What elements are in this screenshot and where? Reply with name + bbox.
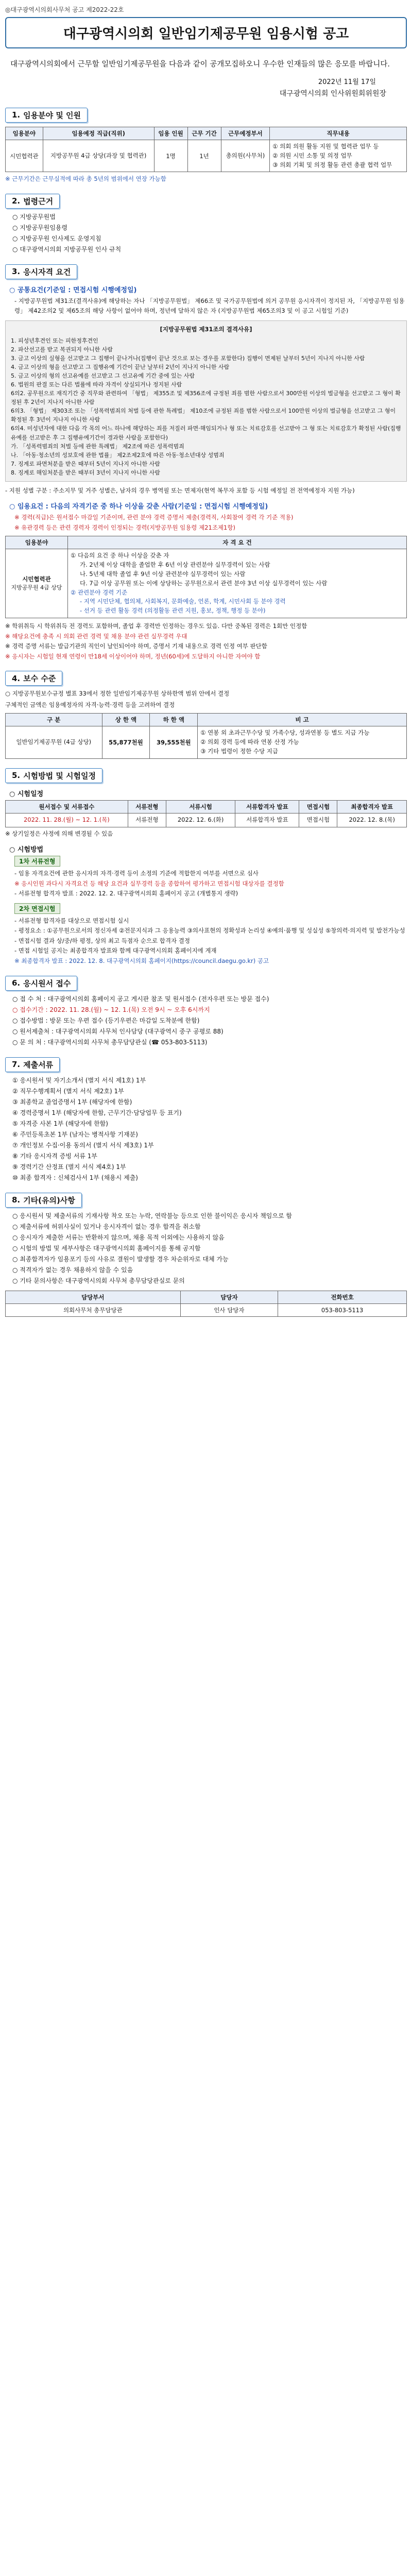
schedule-table: 원서접수 및 서류접수 서류전형 서류시험 서류합격자 발표 면접시험 최종합격자 발표 2022. 11. 28.(월) ~ 12. 1.(목) 서류전형 2022. 12. 6.(화) 서류합격자 발표 면접시험 2022. 12. 8.(목) xyxy=(5,800,407,827)
stage2-label: 2차 면접시험 xyxy=(14,903,60,914)
table-row: 2022. 11. 28.(월) ~ 12. 1.(목) 서류전형 2022. 12. 6.(화) 서류합격자 발표 면접시험 2022. 12. 8.(목) xyxy=(6,813,407,827)
schedule-note: ※ 상기일정은 사정에 의해 변경될 수 있음 xyxy=(5,829,113,837)
stage1-text: - 임용 자격요건에 관한 응시자의 자격·경력 등이 소정의 기준에 적합한지 여부를 서면으로 심사 ※ 응시인원 과다시 자격요건 등 해당 요건과 실무경력 등을 종합하여 평가하고 면접시험 대상자를 결정함 - 서류전형 합격자 발표 : 2022. 12. 2. 대구광역시의회 홈페이지 공고 (개별통지 생략) xyxy=(14,870,284,897)
list-item: ○ 문 의 처 : 대구광역시의회 사무처 총무담당관실 (☎ 053-803-5113) xyxy=(12,1038,208,1046)
table-row: 시민협력관 지방공무원 4급 상당 ① 다음의 요건 중 하나 이상을 갖춘 자 가. 2년제 이상 대학을 졸업한 후 6년 이상 관련분야 실무경력이 있는 사람 나. 5년제 대학 졸업 후 9년 이상 관련분야 실무경력이 있는 사람 다. 7급 이상 공무원 또는 이에 상당하는 공무원으로서 관련 분야 3년 이상 실무경력이 있는 사람 ② 관련분야 경력 기준 - 지역 시민단체, 협의체, 사회복지, 문화예술, 언론, 학계, 시민사회 등 분야 경력 - 선거 등 관련 활동 경력 (의정활동 관련 지원, 홍보, 정책, 행정 등 분야) xyxy=(6,549,407,618)
salary-table: 구 분 상 한 액 하 한 액 비 고 일반임기제공무원 (4급 상당) 55,877천원 39,555천원 ① 연봉 외 초과근무수당 및 가족수당, 성과연봉 등 별도 지급 가능 ② 의회 경력 등에 따라 연봉 산정 가능 ③ 기타 법령이 정한 수당 지급 xyxy=(5,713,407,758)
section-header: 4. 보수 수준 xyxy=(5,671,62,686)
section-exam xyxy=(5,768,407,967)
section-positions xyxy=(5,108,407,184)
req-note-1: ※ 경력(직급)은 원서접수 마감일 기준이며, 관련 분야 경력 증명서 제출(경력직, 사회참여 경력 각 기준 적용) xyxy=(14,514,294,521)
intro-text: 대구광역시의회에서 근무할 일반임기제공무원을 다음과 같이 공개모집하오니 우수한 인재들의 많은 응모를 바랍니다. xyxy=(10,60,390,69)
list-item: ⑦ 개인정보 수집·이용 동의서 (별지 서식 제3호) 1부 xyxy=(12,1141,154,1149)
table-row: 일반임기제공무원 (4급 상당) 55,877천원 39,555천원 ① 연봉 외 초과근무수당 및 가족수당, 성과연봉 등 별도 지급 가능 ② 의회 경력 등에 따라 연봉 산정 가능 ③ 기타 법령이 정한 수당 지급 xyxy=(6,726,407,758)
requirements-table: 임용분야 자 격 요 건 시민협력관 지방공무원 4급 상당 ① 다음의 요건 중 하나 이상을 갖춘 자 가. 2년제 이상 대학을 졸업한 후 6년 이상 관련분야 실무경력이 있는 사람 나. 5년제 대학 졸업 후 9년 이상 관련분야 실무경력이 있는 사람 다. 7급 이상 공무원 또는 이에 상당하는 공무원으로서 관련 분야 3년 이상 실무경력이 있는 사람 ② 관련분야 경력 기준 - 지역 시민단체, 협의체, 사회복지, 문화예술, 언론, 학계, 시민사회 등 분야 경력 - 선거 등 관련 활동 경력 (의정활동 관련 지원, 홍보, 정책, 행정 등 분야) xyxy=(5,536,407,618)
list-item: ○ 대구광역시의회 지방공무원 인사 규칙 xyxy=(12,245,122,253)
section-header: 2. 법령근거 xyxy=(5,194,60,209)
list-item: ○ 제출서류에 허위사실이 있거나 응시자격이 없는 경우 합격을 취소함 xyxy=(12,1223,201,1230)
list-item: ○ 시험의 방법 및 세부사항은 대구광역시의회 홈페이지를 통해 공지함 xyxy=(12,1244,201,1252)
list-item: ○ 적격자가 없는 경우 채용하지 않을 수 있음 xyxy=(12,1266,133,1274)
list-item: ○ 접수기간 : 2022. 11. 28.(월) ~ 12. 1.(목) 오전 9시 ~ 오후 6시까지 xyxy=(12,1006,210,1013)
section-notes xyxy=(5,1193,407,1317)
list-item: ⑤ 자격증 사본 1부 (해당자에 한함) xyxy=(12,1120,108,1127)
announcement-page xyxy=(5,0,407,1327)
list-item: ⑩ 최종 합격자 : 신체검사서 1부 (채용시 제출) xyxy=(12,1174,138,1181)
list-item: ⑧ 기타 응시자격 증빙 서류 1부 xyxy=(12,1152,97,1160)
section-header: 6. 응시원서 접수 xyxy=(5,976,77,991)
schedule-title: ○ 시험일정 xyxy=(9,790,44,798)
contact-table: 담당부서 담당자 전화번호 의회사무처 총무담당관 인사 담당자 053-803-5113 xyxy=(5,1291,407,1317)
table-row: 시민협력관 지방공무원 4급 상당(과장 및 협력관) 1명 1년 총의원(사무처) ① 의회 의원 활동 지원 및 협력관 업무 등 ② 의원 시민 소통 및 의정 업무 ③ 의회 기획 및 의정 활동 관련 총괄 협력 업무 xyxy=(6,140,407,172)
section-header: 7. 제출서류 xyxy=(5,1057,60,1072)
list-item: ⑥ 주민등록초본 1부 (남자는 병적사항 기재분) xyxy=(12,1130,138,1138)
section-legal-basis xyxy=(5,194,407,255)
section-documents xyxy=(5,1057,407,1183)
section-eligibility xyxy=(5,264,407,662)
req-after-notes: ※ 학위취득 시 학위취득 전 경력도 포함하며, 졸업 후 경력만 인정하는 경우도 있음. 다만 중복된 경력은 1회만 인정함 ※ 해당요건에 충족 시 의회 관련 경력 및 채용 분야 관련 실무경력 우대 ※ 경력 증명 서류는 발급기관의 직인이 날인되어야 하며, 증명서 기재 내용으로 경력 인정 여부 판단함 ※ 응시자는 시험일 현재 연령이 만18세 이상이어야 하며, 정년(60세)에 도달하지 아니한 자여야 함 xyxy=(5,622,307,660)
list-item: ○ 응시자가 제출한 서류는 반환하지 않으며, 채용 목적 이외에는 사용하지 않음 xyxy=(12,1233,225,1241)
announcement-date: 2022년 11월 17일 xyxy=(318,78,376,86)
salary-lead: ○ 지방공무원보수규정 별표 33에서 정한 일반임기제공무원 상하한액 범위 안에서 결정 xyxy=(5,690,230,698)
title-box xyxy=(5,17,407,48)
notes-list xyxy=(5,1211,407,1286)
table-row: 의회사무처 총무담당관 인사 담당자 053-803-5113 xyxy=(6,1303,407,1316)
stage1-label: 1차 서류전형 xyxy=(14,856,60,867)
list-item: ○ 최종합격자가 임용포기 등의 사유로 결원이 발생할 경우 차순위자로 대체 가능 xyxy=(12,1255,229,1263)
disqualification-box: [지방공무원법 제31조의 결격사유] 1. 피성년후견인 또는 피한정후견인 2. 파산선고를 받고 복권되지 아니한 사람 3. 금고 이상의 실형을 선고받고 그 집행이 끝나거나(집행이 끝난 것으로 보는 경우를 포함한다) 집행이 면제된 날부터 5년이 지나지 아니한 사람 4. 금고 이상의 형을 선고받고 그 집행유예 기간이 끝난 날부터 2년이 지나지 아니한 사람 5. 금고 이상의 형의 선고유예를 선고받고 그 선고유예 기간 중에 있는 사람 6. 법원의 판결 또는 다른 법률에 따라 자격이 상실되거나 정지된 사람 6의2. 공무원으로 재직기간 중 직무와 관련하여 「형법」 제355조 및 제356조에 규정된 죄를 범한 사람으로서 300만원 이상의 벌금형을 선고받고 그 형이 확정된 후 2년이 지나지 아니한 사람 6의3. 「형법」 제303조 또는 「성폭력범죄의 처벌 등에 관한 특례법」 제10조에 규정된 죄를 범한 사람으로서 100만원 이상의 벌금형을 선고받고 그 형이 확정된 후 3년이 지나지 아니한 사람 6의4. 미성년자에 대한 다음 각 목의 어느 하나에 해당하는 죄를 저질러 파면·해임되거나 형 또는 치료감호를 선고받아 그 형 또는 치료감호가 확정된 사람(집행유예를 선고받은 후 그 집행유예기간이 경과한 사람을 포함한다) 가. 「성폭력범죄의 처벌 등에 관한 특례법」 제2조에 따른 성폭력범죄 나. 「아동·청소년의 성보호에 관한 법률」 제2조제2호에 따른 아동·청소년대상 성범죄 7. 징계로 파면처분을 받은 때부터 5년이 지나지 아니한 사람 8. 징계로 해임처분을 받은 때부터 3년이 지나지 아니한 사람 xyxy=(5,320,407,482)
list-item: ○ 원서제출처 : 대구광역시의회 사무처 인사담당 (대구광역시 중구 공평로 88) xyxy=(12,1027,224,1035)
gender-note: - 지원 성별 구분 : 주소지무 및 거주 성별은, 남자의 경우 병역필 또는 면제자(현역 복무자 포함 등 시험 예정일 전 전역예정자 지원 가능) xyxy=(5,486,355,494)
common-req-title: ○ 공통요건(기준일 : 면접시험 시행예정일) xyxy=(9,286,137,294)
section1-note: ※ 근무기간은 근무실적에 따라 총 5년의 범위에서 연장 가능함 xyxy=(5,175,166,183)
list-item: ○ 지방공무원 인사제도 운영지침 xyxy=(12,234,101,242)
list-item: ① 응시원서 및 자기소개서 (별지 서식 제1호) 1부 xyxy=(12,1076,146,1084)
list-item: ○ 기타 문의사항은 대구광역시의회 사무처 총무담당관실로 문의 xyxy=(12,1277,185,1284)
stage2-text: - 서류전형 합격자를 대상으로 면접시험 실시 - 평정요소 : ①공무원으로서의 정신자세 ②전문지식과 그 응용능력 ③의사표현의 정확성과 논리성 ④예의·품행 및 성실성 ⑤창의력·의지력 및 발전가능성 - 면접시험 결과 상/중/하 평정, 상의 최고 득점자 순으로 합격자 결정 - 면접 시험일 공지는 최종합격자 발표와 함께 대구광역시의회 홈페이지에 게재 ※ 최종합격자 발표 : 2022. 12. 8. 대구광역시의회 홈페이지(https://council.daegu.go.kr) 공고 xyxy=(14,917,405,964)
list-item: ○ 지방공무원법 xyxy=(12,213,56,221)
common-req-text: - 지방공무원법 제31조(결격사유)에 해당하는 자나 「지방공무원법」 제66조 및 국가공무원법에 의거 공무원 응시자격이 정지된 자, 「지방공무원 임용령」 제42조의2 및 제65조의 해당 사항이 없어야 하며, 정년에 달하지 않은 자 (지방공무원법 제65조의3 및 이 공고 시험일 기준) xyxy=(14,297,405,315)
list-item: ○ 응시원서 및 제출서류의 기재사항 착오 또는 누락, 연락불능 등으로 인한 불이익은 응시자 책임으로 함 xyxy=(12,1212,292,1219)
section-header: 3. 응시자격 요건 xyxy=(5,264,77,279)
req-note-2: ※ 유관경력 등은 관련 경력자 경력이 인정되는 경력(지방공무원 임용령 제21조제1항) xyxy=(14,523,235,531)
salary-lead-2: 구체적인 금액은 임용예정자의 자격·능력·경력 등을 고려하여 결정 xyxy=(5,701,175,708)
list-item: ○ 접 수 처 : 대구광역시의회 홈페이지 공고 게시판 참조 및 원서접수 (전자우편 또는 방문 접수) xyxy=(12,995,269,1003)
section-header: 8. 기타(유의)사항 xyxy=(5,1193,82,1208)
list-item: ⑨ 경력기간 산정표 (별지 서식 제4호) 1부 xyxy=(12,1163,126,1171)
legal-basis-list xyxy=(5,212,407,255)
list-item: ④ 경력증명서 1부 (해당자에 한함, 근무기간·담당업무 등 표기) xyxy=(12,1109,182,1116)
application-list xyxy=(5,994,407,1048)
list-item: ③ 최종학교 졸업증명서 1부 (해당자에 한함) xyxy=(12,1098,132,1106)
list-item: ○ 지방공무원임용령 xyxy=(12,224,68,231)
section-salary xyxy=(5,671,407,759)
announcement-number: ◎대구광역시의회사무처 공고 제2022-22호 xyxy=(5,6,124,13)
positions-table: 임용분야 임용예정 직급(직위) 임용 인원 근무 기간 근무예정부서 직무내용 시민협력관 지방공무원 4급 상당(과장 및 협력관) 1명 1년 총의원(사무처) ① 의회 의원 활동 지원 및 협력관 업무 등 ② 의원 시민 소통 및 의정 업무 ③ 의회 기획 및 의정 활동 관련 총괄 협력 업무 xyxy=(5,127,407,172)
section-header: 5. 시험방법 및 시험일정 xyxy=(5,768,102,783)
method-title: ○ 시험방법 xyxy=(9,846,44,854)
issuing-org: 대구광역시의회 인사위원회위원장 xyxy=(279,89,386,98)
req-title: ○ 임용요건 : 다음의 자격기준 중 하나 이상을 갖춘 사람(기준일 : 면접시험 시행예정일) xyxy=(9,503,268,511)
section-header: 1. 임용분야 및 인원 xyxy=(5,108,88,123)
page-title: 대구광역시의회 일반임기제공무원 임용시험 공고 xyxy=(63,26,349,42)
section-application xyxy=(5,976,407,1048)
documents-list xyxy=(5,1075,407,1183)
list-item: ② 직무수행계획서 (별지 서식 제2호) 1부 xyxy=(12,1087,124,1095)
list-item: ○ 접수방법 : 방문 또는 우편 접수 (등기우편은 마감일 도착분에 한함) xyxy=(12,1016,200,1024)
